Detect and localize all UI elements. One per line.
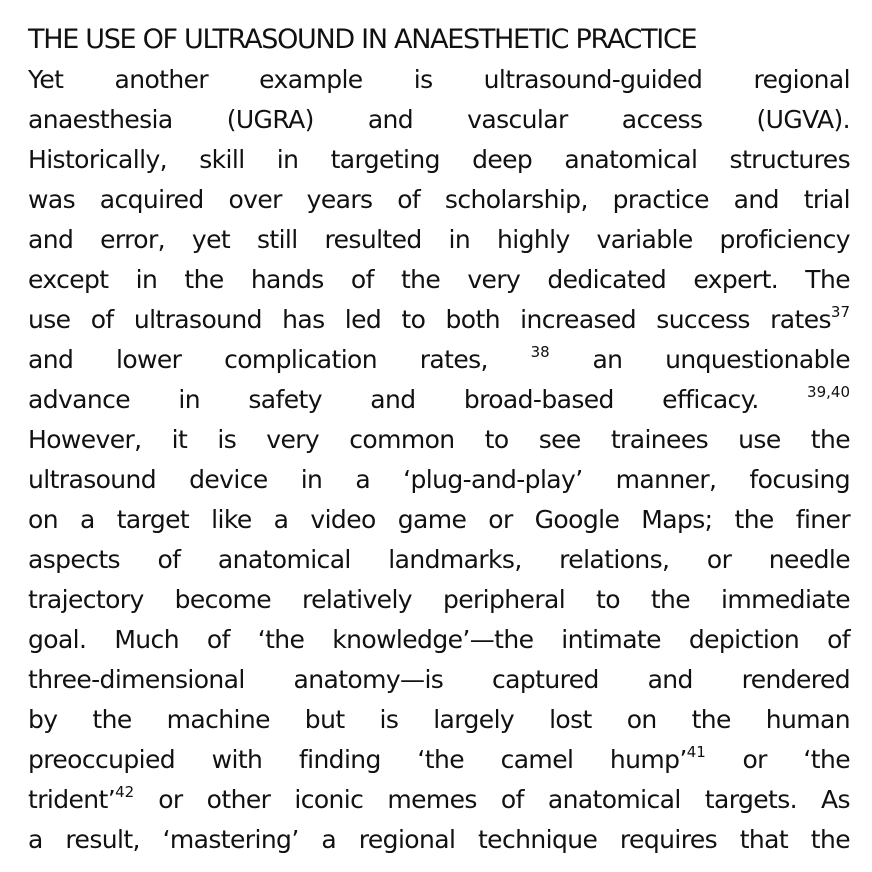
citation-superscript: 37: [830, 303, 850, 321]
text-line: [28, 100, 850, 140]
text-line: [28, 820, 850, 860]
text-line: [28, 780, 850, 820]
text-segment: by the machine but is largely lost on the human: [28, 705, 850, 734]
text-segment: use of ultrasound has led to both increased success rates: [28, 305, 831, 334]
text-line: [28, 420, 850, 460]
body-paragraph: [28, 60, 850, 860]
text-line: [28, 220, 850, 260]
text-line: [28, 180, 850, 220]
text-segment: a result, ‘mastering’ a regional technique requires that the: [28, 825, 850, 854]
text-segment: on a target like a video game or Google Maps; the finer: [28, 505, 850, 534]
text-segment: Historically, skill in targeting deep anatomical structures: [28, 145, 850, 174]
document-page: [28, 20, 850, 860]
text-segment: goal. Much of ‘the knowledge’—the intimate depiction of: [28, 625, 850, 654]
text-segment: advance in safety and broad-based efficacy.: [28, 385, 808, 414]
text-segment: preoccupied with finding ‘the camel hump’: [28, 745, 687, 774]
citation-superscript: 41: [686, 743, 706, 761]
citation-superscript: 39,40: [807, 383, 850, 401]
text-segment: and lower complication rates,: [28, 345, 531, 374]
text-segment: an unquestionable: [549, 345, 850, 374]
text-line: [28, 460, 850, 500]
text-line: [28, 500, 850, 540]
text-line: [28, 740, 850, 780]
text-segment: ultrasound device in a ‘plug-and-play’ manner, focusing: [28, 465, 850, 494]
text-line: [28, 580, 850, 620]
citation-superscript: 42: [115, 783, 135, 801]
text-segment: or other iconic memes of anatomical targets. As: [134, 785, 850, 814]
text-segment: However, it is very common to see trainees use the: [28, 425, 850, 454]
text-segment: trident’: [28, 785, 116, 814]
text-segment: aspects of anatomical landmarks, relations, or needle: [28, 545, 850, 574]
text-segment: and error, yet still resulted in highly variable proficiency: [28, 225, 850, 254]
text-line: [28, 140, 850, 180]
text-line: [28, 340, 850, 380]
text-line: [28, 620, 850, 660]
text-segment: except in the hands of the very dedicated expert. The: [28, 265, 850, 294]
text-segment: three-dimensional anatomy—is captured and rendered: [28, 665, 850, 694]
text-line: [28, 700, 850, 740]
text-segment: anaesthesia (UGRA) and vascular access (UGVA).: [28, 105, 850, 134]
text-line: [28, 260, 850, 300]
text-line: [28, 300, 850, 340]
text-segment: was acquired over years of scholarship, practice and trial: [28, 185, 850, 214]
text-segment: or ‘the: [705, 745, 850, 774]
citation-superscript: 38: [530, 343, 550, 361]
section-heading: THE USE OF ULTRASOUND IN ANAESTHETIC PRACTICE: [28, 24, 697, 55]
text-segment: trajectory become relatively peripheral to the immediate: [28, 585, 850, 614]
text-line: [28, 540, 850, 580]
text-line: [28, 380, 850, 420]
text-line: [28, 660, 850, 700]
text-segment: Yet another example is ultrasound-guided regional: [28, 65, 850, 94]
text-line: [28, 60, 850, 100]
